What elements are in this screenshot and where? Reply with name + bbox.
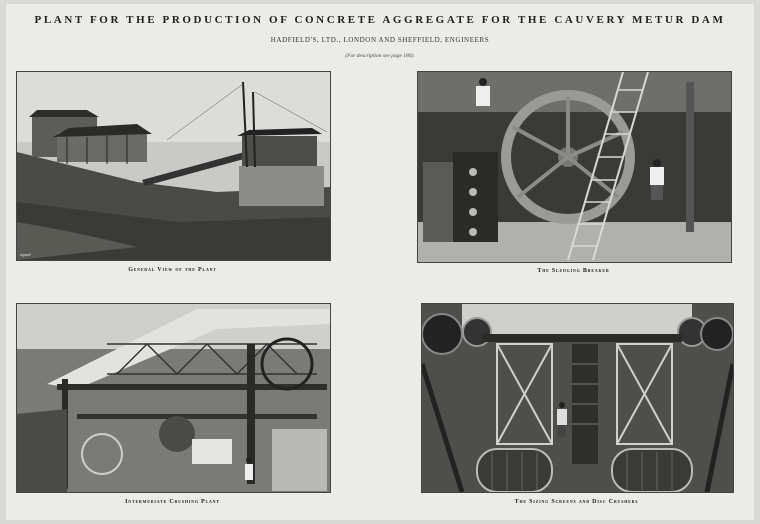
- page-title: PLANT FOR THE PRODUCTION OF CONCRETE AGGREGATE FOR THE CAUVERY METUR DAM: [34, 14, 726, 26]
- photo-sizing-screens: [421, 303, 734, 493]
- sledging-breaker-image: [418, 72, 731, 262]
- general-view-image: [17, 72, 330, 260]
- photo-sledging-breaker: [417, 71, 732, 263]
- photographer-signature: signed: [20, 252, 31, 257]
- caption-intermediate-crushing: Intermediate Crushing Plant: [125, 499, 220, 505]
- photo-intermediate-crushing: [16, 303, 331, 493]
- page-subtitle: HADFIELD'S, LTD., LONDON AND SHEFFIELD, ENGINEERS: [270, 36, 490, 44]
- intermediate-crushing-image: [17, 304, 330, 492]
- photo-general-view: [16, 71, 331, 261]
- caption-sledging-breaker: The Sledging Breaker: [537, 268, 610, 274]
- caption-general-view: General View of the Plant: [128, 267, 217, 273]
- page-note: (For description see page 186).: [345, 53, 415, 59]
- sizing-screens-image: [422, 304, 733, 492]
- caption-sizing-screens: The Sizing Screens and Disc Crushers: [514, 499, 639, 505]
